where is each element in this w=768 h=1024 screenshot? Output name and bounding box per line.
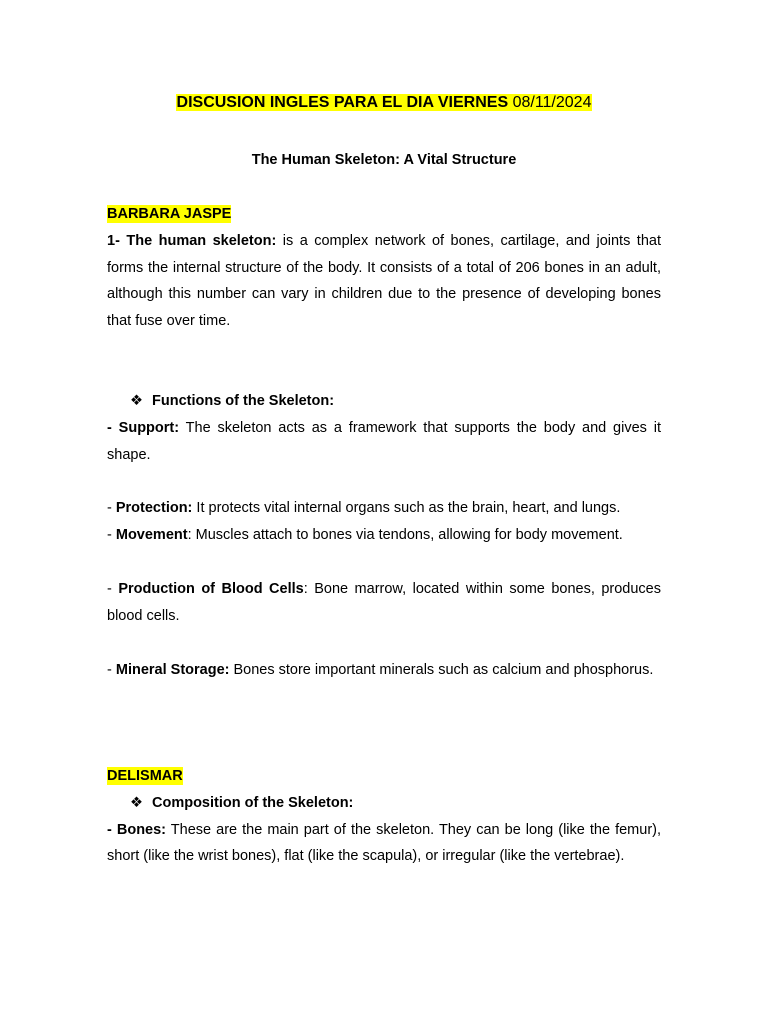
spacer (107, 630, 661, 657)
functions-heading (107, 388, 661, 415)
intro-label: 1- The human skeleton: (107, 232, 277, 249)
title-main: DISCUSION INGLES PARA EL DIA VIERNES (176, 94, 509, 111)
bones-label: - Bones: (107, 821, 167, 838)
protection-text: It protects vital internal organs such as the brain, heart, and lungs. (192, 500, 621, 517)
diamond-bullet-icon: ❖ (130, 393, 143, 409)
mineral-paragraph (107, 657, 661, 684)
author-label: DELISMAR (107, 768, 183, 784)
author-label: BARBARA JASPE (107, 206, 232, 222)
movement-paragraph (107, 522, 661, 549)
section-functions (107, 388, 661, 683)
title-date: 08/11/2024 (512, 94, 592, 111)
functions-heading-text: Functions of the Skeleton: (152, 393, 335, 409)
bones-text: These are the main part of the skeleton. They can be long (like the femur), short (like the wrist bones), flat (like the scapula), or irregular (like the vertebrae). (107, 821, 662, 865)
protection-prefix: - (107, 500, 116, 517)
mineral-label: Mineral Storage: (115, 661, 230, 678)
composition-heading (107, 790, 661, 817)
movement-label: Movement (115, 527, 188, 544)
blood-label: Production of Blood Cells (118, 580, 304, 597)
blood-paragraph (107, 576, 661, 630)
spacer (107, 468, 661, 495)
blood-prefix: - (107, 580, 119, 597)
spacer (107, 549, 661, 576)
movement-text: : Muscles attach to bones via tendons, allowing for body movement. (187, 527, 623, 544)
support-text: The skeleton acts as a framework that supports the body and gives it shape. (107, 419, 661, 463)
protection-paragraph (107, 495, 661, 522)
diamond-bullet-icon: ❖ (130, 794, 143, 811)
title-highlight (176, 94, 593, 111)
support-paragraph (107, 415, 661, 469)
support-prefix: - (107, 419, 119, 436)
section-barbara (107, 201, 661, 335)
intro-paragraph (107, 228, 661, 335)
blood-text: : Bone marrow, located within some bones, produces blood cells. (107, 580, 661, 624)
intro-text: is a complex network of bones, cartilage, and joints that forms the internal structure of the body. It consists of a total of 206 bones in an adult, although this number can vary in children due to the presence of developing bones that fuse over time. (107, 232, 661, 330)
protection-label: Protection: (115, 500, 193, 517)
mineral-prefix: - (107, 661, 116, 678)
document-title (0, 92, 768, 114)
mineral-text: Bones store important minerals such as calcium and phosphorus. (229, 661, 654, 678)
composition-heading-text: Composition of the Skeleton: (152, 794, 354, 811)
document-subtitle: The Human Skeleton: A Vital Structure (251, 152, 517, 168)
support-label: Support: (118, 419, 180, 436)
bones-paragraph (107, 817, 661, 871)
section-delismar (107, 763, 661, 870)
movement-prefix: - (107, 527, 116, 544)
